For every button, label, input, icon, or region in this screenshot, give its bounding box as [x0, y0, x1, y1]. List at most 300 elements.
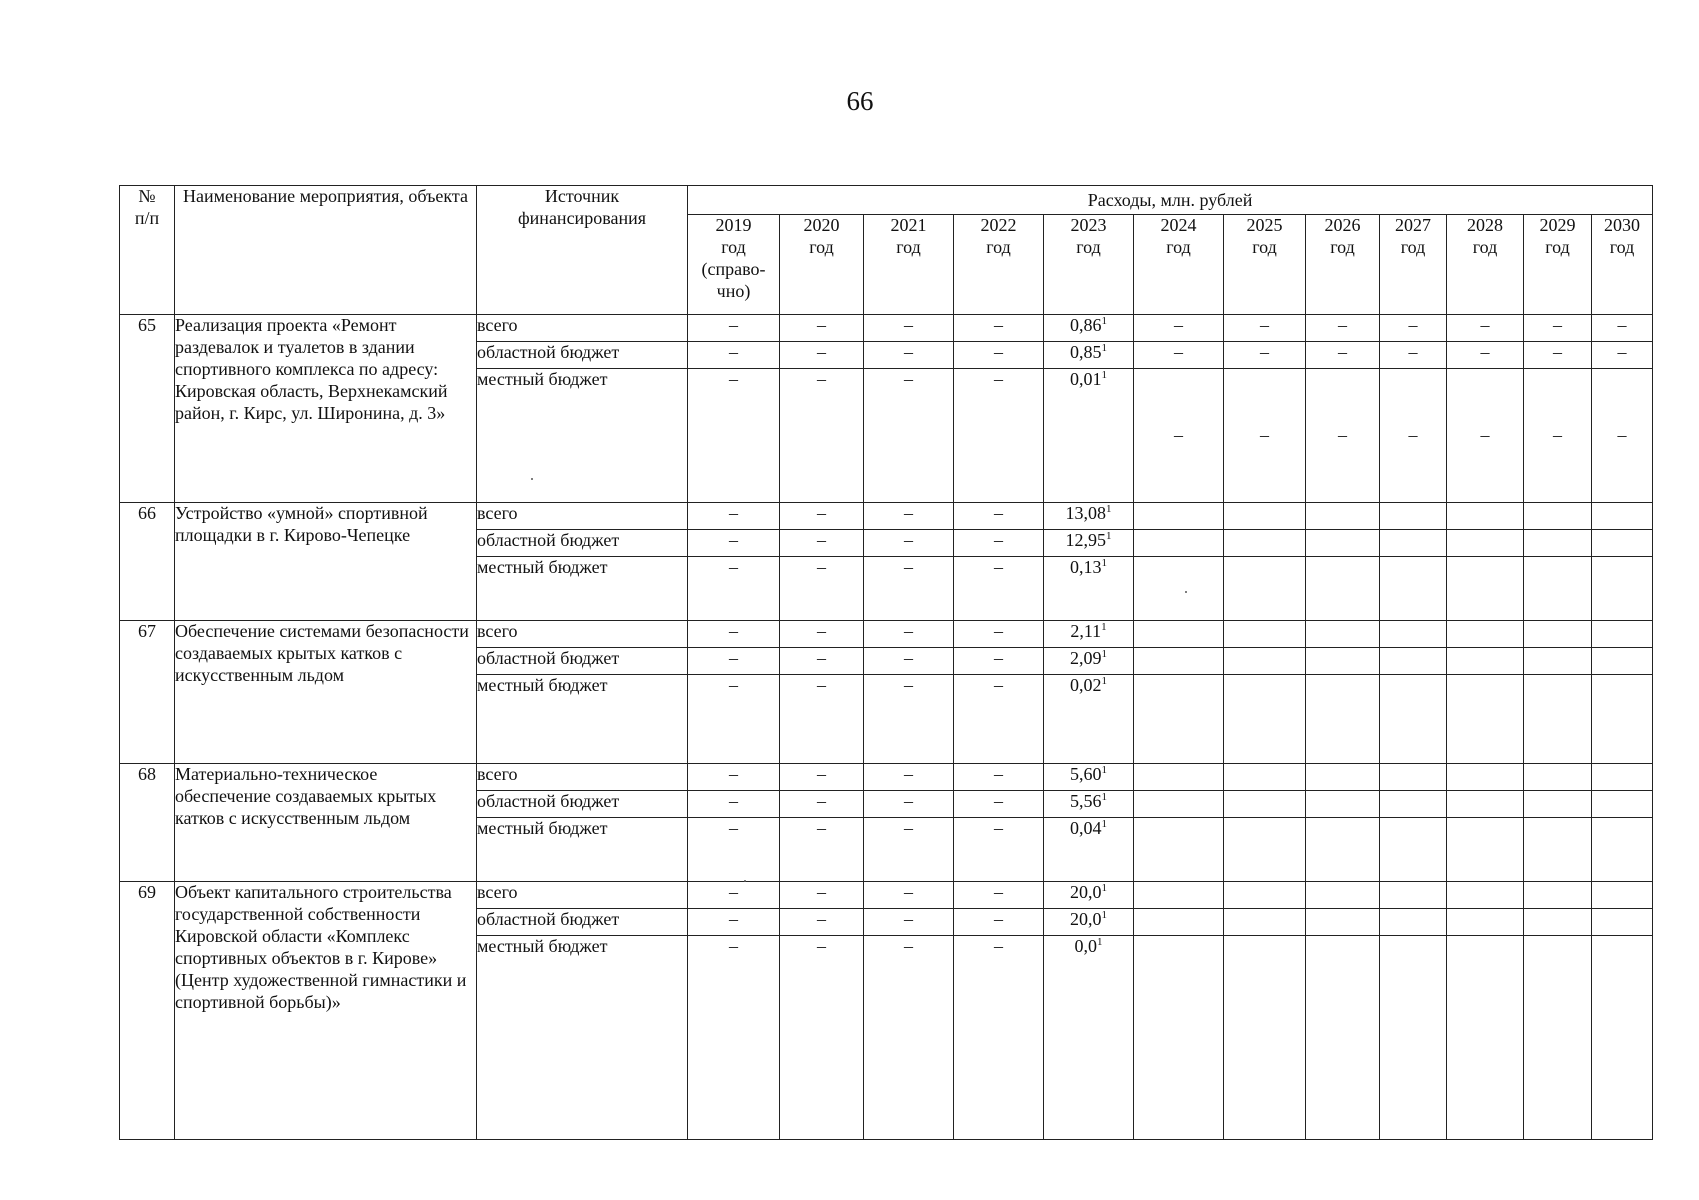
- funding-source: местный бюджет: [477, 675, 688, 764]
- funding-source: местный бюджет: [477, 818, 688, 882]
- value-cell: [688, 818, 780, 882]
- value-text: –: [729, 764, 738, 784]
- value-cell: [1306, 936, 1380, 1140]
- value-text: –: [817, 503, 826, 523]
- header-num: [120, 186, 175, 315]
- row-number: 68: [120, 764, 175, 882]
- measure-name: Материально-техническое обеспечение создаваемых крытых катков с искусственным льдом: [175, 764, 477, 882]
- value-text: –: [1408, 342, 1418, 362]
- value-cell: [954, 621, 1044, 648]
- value-cell: [1524, 315, 1592, 342]
- header-year: 2027 год: [1380, 215, 1447, 315]
- value-text: 13,08: [1065, 503, 1106, 523]
- footnote-mark: 1: [1101, 369, 1107, 381]
- value-text: –: [1553, 315, 1562, 335]
- value-text: –: [994, 503, 1003, 523]
- value-text: –: [1260, 342, 1269, 362]
- value-cell: [1134, 621, 1224, 648]
- value-text: –: [1553, 342, 1562, 362]
- value-cell: [780, 818, 864, 882]
- value-cell: [954, 909, 1044, 936]
- value-cell: [864, 818, 954, 882]
- value-cell: [1592, 675, 1653, 764]
- value-cell: [1134, 909, 1224, 936]
- value-text: –: [994, 791, 1003, 811]
- value-cell: [1044, 909, 1134, 936]
- value-cell: [954, 503, 1044, 530]
- value-text: 20,0: [1070, 909, 1102, 929]
- value-cell: [864, 675, 954, 764]
- value-text: –: [1617, 315, 1627, 335]
- value-text: 5,60: [1070, 764, 1102, 784]
- value-text: –: [817, 530, 826, 550]
- value-cell: [1592, 764, 1653, 791]
- financing-table: [119, 185, 1653, 1140]
- value-text: –: [817, 909, 826, 929]
- footnote-mark: 1: [1101, 764, 1107, 776]
- value-cell: [1447, 764, 1524, 791]
- value-text: –: [1480, 424, 1490, 445]
- funding-source: всего: [477, 503, 688, 530]
- value-cell: [1592, 882, 1653, 909]
- header-year: 2029 год: [1524, 215, 1592, 315]
- value-cell: [864, 791, 954, 818]
- value-text: –: [817, 818, 826, 838]
- value-text: –: [817, 675, 826, 695]
- value-cell: [780, 503, 864, 530]
- value-text: –: [994, 369, 1003, 389]
- value-cell: [1224, 503, 1306, 530]
- value-text: –: [817, 315, 826, 335]
- value-cell: [954, 791, 1044, 818]
- value-cell: [1447, 648, 1524, 675]
- value-text: –: [994, 882, 1003, 902]
- value-cell: [688, 936, 780, 1140]
- page-number: 66: [846, 86, 874, 116]
- value-text: –: [1260, 424, 1269, 445]
- table-row: [120, 315, 1653, 342]
- value-text: 5,56: [1070, 791, 1102, 811]
- value-cell: [688, 557, 780, 621]
- value-cell: [1380, 791, 1447, 818]
- header-year: 2020 год: [780, 215, 864, 315]
- value-text: –: [817, 882, 826, 902]
- value-cell: [1592, 648, 1653, 675]
- value-text: –: [1174, 315, 1183, 335]
- funding-source: местный бюджет: [477, 557, 688, 621]
- measure-name: Устройство «умной» спортивной площадки в г. Кирово-Чепецке: [175, 503, 477, 621]
- value-cell: [1224, 648, 1306, 675]
- value-text: 0,01: [1070, 369, 1102, 389]
- value-text: –: [1338, 424, 1347, 445]
- row-number: 69: [120, 882, 175, 1140]
- value-text: 20,0: [1070, 882, 1102, 902]
- value-cell: [1447, 530, 1524, 557]
- value-text: 2,11: [1070, 621, 1102, 641]
- footnote-mark: 1: [1101, 648, 1107, 660]
- value-cell: [688, 882, 780, 909]
- value-cell: [1224, 369, 1306, 503]
- value-text: –: [729, 503, 738, 523]
- value-text: –: [729, 369, 738, 389]
- value-cell: [1524, 557, 1592, 621]
- value-cell: [1224, 621, 1306, 648]
- value-cell: [954, 342, 1044, 369]
- value-cell: [780, 621, 864, 648]
- value-text: –: [1338, 315, 1347, 335]
- value-cell: [1447, 675, 1524, 764]
- value-cell: [1524, 648, 1592, 675]
- header-source: [477, 186, 688, 315]
- value-cell: [954, 530, 1044, 557]
- value-text: –: [1408, 424, 1418, 445]
- value-cell: [1380, 342, 1447, 369]
- value-cell: [1524, 369, 1592, 503]
- value-cell: [688, 909, 780, 936]
- value-text: 0,85: [1070, 342, 1102, 362]
- header-expenses: [688, 186, 1653, 215]
- value-cell: [688, 675, 780, 764]
- scan-speck: [531, 478, 533, 480]
- footnote-mark: 1: [1101, 909, 1107, 921]
- value-text: 0,04: [1070, 818, 1102, 838]
- value-cell: [1306, 764, 1380, 791]
- header-num-text: № п/п: [134, 186, 160, 228]
- header-year: 2023 год: [1044, 215, 1134, 315]
- value-text: –: [904, 557, 913, 577]
- value-cell: [1524, 621, 1592, 648]
- value-text: –: [904, 648, 913, 668]
- value-text: –: [817, 936, 826, 956]
- value-text: –: [1174, 424, 1183, 445]
- value-text: –: [994, 648, 1003, 668]
- value-text: –: [729, 621, 738, 641]
- value-text: –: [904, 315, 913, 335]
- value-cell: [1044, 648, 1134, 675]
- value-text: –: [994, 557, 1003, 577]
- value-cell: [1380, 648, 1447, 675]
- value-cell: [1134, 675, 1224, 764]
- value-cell: [1524, 936, 1592, 1140]
- header-year: 2024 год: [1134, 215, 1224, 315]
- value-text: –: [1553, 424, 1562, 445]
- value-cell: [864, 557, 954, 621]
- value-cell: [864, 369, 954, 503]
- value-cell: [1524, 818, 1592, 882]
- table-row: [120, 764, 1653, 791]
- value-text: –: [994, 530, 1003, 550]
- value-cell: [864, 315, 954, 342]
- value-cell: [954, 557, 1044, 621]
- value-cell: [780, 791, 864, 818]
- value-text: 2,09: [1070, 648, 1102, 668]
- value-text: –: [904, 818, 913, 838]
- value-cell: [864, 342, 954, 369]
- value-cell: [1134, 342, 1224, 369]
- value-cell: [780, 342, 864, 369]
- footnote-mark: 1: [1101, 342, 1107, 354]
- value-text: 0,02: [1070, 675, 1102, 695]
- value-text: –: [729, 557, 738, 577]
- footnote-mark: 1: [1101, 315, 1107, 327]
- measure-name: Обеспечение системами безопасности создаваемых крытых катков с искусственным льдом: [175, 621, 477, 764]
- value-cell: [780, 648, 864, 675]
- value-text: 0,0: [1074, 936, 1097, 956]
- value-text: –: [817, 557, 826, 577]
- funding-source: местный бюджет: [477, 369, 688, 503]
- value-cell: [1380, 764, 1447, 791]
- value-cell: [1306, 882, 1380, 909]
- header-year: 2019 год (справо- чно): [688, 215, 780, 315]
- value-cell: [954, 936, 1044, 1140]
- value-cell: [1306, 818, 1380, 882]
- value-text: –: [904, 764, 913, 784]
- value-cell: [1447, 315, 1524, 342]
- row-number: 65: [120, 315, 175, 503]
- value-cell: [1447, 503, 1524, 530]
- value-cell: [1447, 557, 1524, 621]
- value-cell: [688, 791, 780, 818]
- value-text: –: [994, 621, 1003, 641]
- value-text: –: [1260, 315, 1269, 335]
- value-text: –: [1174, 342, 1183, 362]
- value-text: –: [729, 675, 738, 695]
- value-text: –: [904, 882, 913, 902]
- value-cell: [1044, 342, 1134, 369]
- header-year: 2021 год: [864, 215, 954, 315]
- value-text: –: [817, 791, 826, 811]
- funding-source: всего: [477, 315, 688, 342]
- value-cell: [1224, 818, 1306, 882]
- value-text: –: [904, 675, 913, 695]
- value-cell: [1380, 675, 1447, 764]
- value-text: –: [994, 342, 1003, 362]
- value-text: –: [817, 342, 826, 362]
- value-cell: [1592, 818, 1653, 882]
- value-cell: [1592, 791, 1653, 818]
- value-cell: [1134, 791, 1224, 818]
- value-text: 0,13: [1070, 557, 1102, 577]
- value-cell: [1592, 909, 1653, 936]
- value-text: –: [1408, 315, 1418, 335]
- value-cell: [864, 909, 954, 936]
- value-cell: [1134, 369, 1224, 503]
- value-text: –: [904, 342, 913, 362]
- value-text: –: [729, 882, 738, 902]
- header-year: 2025 год: [1224, 215, 1306, 315]
- value-cell: [1134, 882, 1224, 909]
- value-cell: [1447, 936, 1524, 1140]
- value-cell: [954, 648, 1044, 675]
- value-cell: [688, 369, 780, 503]
- value-text: –: [1617, 342, 1627, 362]
- value-text: –: [729, 791, 738, 811]
- value-cell: [1044, 882, 1134, 909]
- value-cell: [1447, 342, 1524, 369]
- value-text: –: [729, 936, 738, 956]
- header-year: 2026 год: [1306, 215, 1380, 315]
- value-cell: [780, 936, 864, 1140]
- footnote-mark: 1: [1101, 882, 1107, 894]
- value-text: 12,95: [1065, 530, 1106, 550]
- value-cell: [1380, 818, 1447, 882]
- value-cell: [1524, 675, 1592, 764]
- value-cell: [1044, 936, 1134, 1140]
- value-text: –: [994, 764, 1003, 784]
- footnote-mark: 1: [1106, 503, 1112, 515]
- value-cell: [1447, 621, 1524, 648]
- header-name: [175, 186, 477, 315]
- value-text: –: [729, 315, 738, 335]
- value-cell: [1447, 909, 1524, 936]
- funding-source: всего: [477, 882, 688, 909]
- value-cell: [780, 882, 864, 909]
- footnote-mark: 1: [1101, 621, 1107, 633]
- value-cell: [780, 530, 864, 557]
- header-year: 2028 год: [1447, 215, 1524, 315]
- value-cell: [864, 882, 954, 909]
- value-cell: [1447, 369, 1524, 503]
- value-cell: [1306, 909, 1380, 936]
- value-cell: [1044, 621, 1134, 648]
- value-cell: [1134, 530, 1224, 557]
- value-cell: [1044, 369, 1134, 503]
- value-cell: [1306, 369, 1380, 503]
- value-cell: [1134, 818, 1224, 882]
- value-cell: [954, 369, 1044, 503]
- funding-source: областной бюджет: [477, 791, 688, 818]
- footnote-mark: 1: [1106, 530, 1112, 542]
- value-cell: [1306, 648, 1380, 675]
- value-cell: [688, 342, 780, 369]
- value-cell: [1306, 675, 1380, 764]
- value-cell: [1592, 315, 1653, 342]
- footnote-mark: 1: [1101, 675, 1107, 687]
- scan-speck: [1185, 591, 1187, 593]
- header-year: 2022 год: [954, 215, 1044, 315]
- value-text: 0,86: [1070, 315, 1102, 335]
- value-cell: [954, 315, 1044, 342]
- value-cell: [1592, 342, 1653, 369]
- value-text: –: [994, 315, 1003, 335]
- value-cell: [1306, 342, 1380, 369]
- funding-source: областной бюджет: [477, 648, 688, 675]
- value-cell: [1044, 503, 1134, 530]
- value-cell: [688, 530, 780, 557]
- value-cell: [688, 315, 780, 342]
- value-text: –: [729, 342, 738, 362]
- table-row: [120, 882, 1653, 909]
- value-cell: [780, 764, 864, 791]
- value-cell: [1044, 764, 1134, 791]
- value-cell: [688, 648, 780, 675]
- value-cell: [1380, 369, 1447, 503]
- value-cell: [1306, 621, 1380, 648]
- value-text: –: [817, 648, 826, 668]
- value-cell: [1592, 503, 1653, 530]
- footnote-mark: 1: [1101, 791, 1107, 803]
- value-cell: [1380, 530, 1447, 557]
- value-cell: [864, 764, 954, 791]
- value-cell: [1044, 818, 1134, 882]
- value-cell: [1224, 764, 1306, 791]
- value-text: –: [1480, 315, 1490, 335]
- value-text: –: [904, 621, 913, 641]
- value-text: –: [904, 369, 913, 389]
- header-year: 2030 год: [1592, 215, 1653, 315]
- value-cell: [1224, 675, 1306, 764]
- value-text: –: [994, 675, 1003, 695]
- value-cell: [1306, 315, 1380, 342]
- header-name-text: Наименование мероприятия, объекта: [183, 186, 468, 206]
- value-cell: [954, 764, 1044, 791]
- row-number: 66: [120, 503, 175, 621]
- value-cell: [954, 882, 1044, 909]
- value-cell: [1380, 503, 1447, 530]
- value-text: –: [817, 369, 826, 389]
- value-cell: [1592, 530, 1653, 557]
- value-cell: [1224, 557, 1306, 621]
- value-cell: [1592, 621, 1653, 648]
- value-cell: [864, 648, 954, 675]
- value-cell: [1447, 882, 1524, 909]
- value-cell: [864, 503, 954, 530]
- row-number: 67: [120, 621, 175, 764]
- value-cell: [688, 764, 780, 791]
- value-cell: [1447, 818, 1524, 882]
- header-source-text: Источник финансирования: [518, 186, 646, 228]
- value-text: –: [994, 936, 1003, 956]
- value-text: –: [729, 648, 738, 668]
- funding-source: местный бюджет: [477, 936, 688, 1140]
- value-cell: [1524, 791, 1592, 818]
- value-cell: [1134, 557, 1224, 621]
- value-cell: [1524, 882, 1592, 909]
- footnote-mark: 1: [1097, 936, 1103, 948]
- value-cell: [1224, 315, 1306, 342]
- value-cell: [1044, 557, 1134, 621]
- value-cell: [1134, 315, 1224, 342]
- value-cell: [1306, 557, 1380, 621]
- value-cell: [1224, 936, 1306, 1140]
- value-cell: [1524, 764, 1592, 791]
- value-cell: [1224, 342, 1306, 369]
- footnote-mark: 1: [1101, 557, 1107, 569]
- value-cell: [1044, 675, 1134, 764]
- value-cell: [1224, 791, 1306, 818]
- value-text: –: [817, 764, 826, 784]
- value-cell: [1380, 621, 1447, 648]
- footnote-mark: 1: [1101, 818, 1107, 830]
- scan-speck: [744, 880, 746, 882]
- value-cell: [1380, 936, 1447, 1140]
- value-cell: [1134, 936, 1224, 1140]
- value-cell: [864, 530, 954, 557]
- value-cell: [1380, 557, 1447, 621]
- value-cell: [1447, 791, 1524, 818]
- value-cell: [780, 369, 864, 503]
- table-row: [120, 503, 1653, 530]
- value-text: –: [904, 909, 913, 929]
- value-cell: [688, 621, 780, 648]
- value-text: –: [1617, 424, 1627, 445]
- measure-name: Объект капитального строительства государственной собственности Кировской области «Комплекс спортивных объектов в г. Кирове» (Центр художественной гимнастики и спортивной борьбы)»: [175, 882, 477, 1140]
- value-cell: [1592, 369, 1653, 503]
- value-cell: [864, 621, 954, 648]
- value-cell: [1592, 936, 1653, 1140]
- value-cell: [1044, 315, 1134, 342]
- value-cell: [864, 936, 954, 1140]
